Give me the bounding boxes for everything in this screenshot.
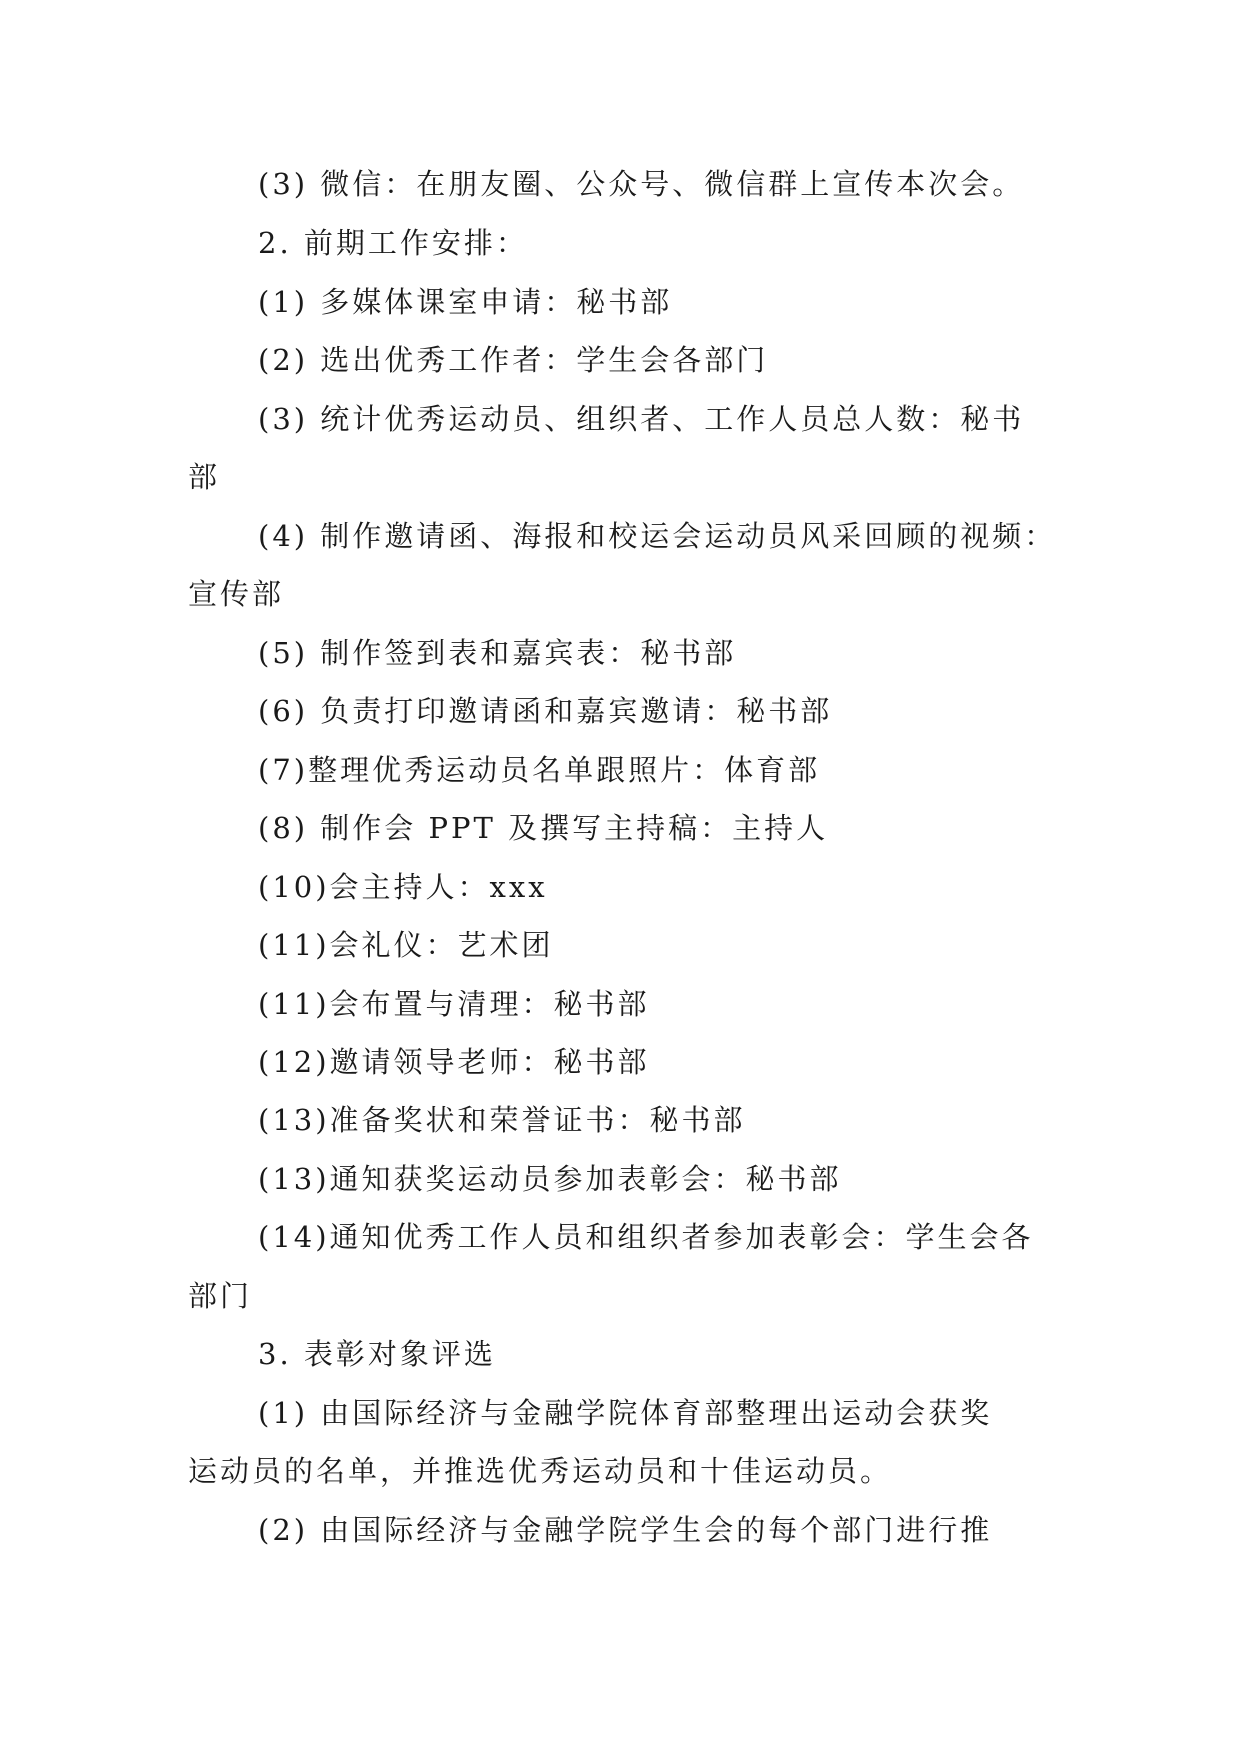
section-heading: 3. 表彰对象评选	[258, 1337, 496, 1371]
text-line: (5) 制作签到表和嘉宾表：秘书部	[258, 636, 737, 670]
text-line: (11)会布置与清理：秘书部	[258, 987, 650, 1021]
text-line: (14)通知优秀工作人员和组织者参加表彰会：学生会各	[258, 1220, 1034, 1254]
text-line: (3) 微信：在朋友圈、公众号、微信群上宣传本次会。	[258, 167, 1025, 201]
text-line: (10)会主持人：xxx	[258, 870, 548, 904]
text-line: (12)邀请领导老师：秘书部	[258, 1045, 650, 1079]
section-heading: 2. 前期工作安排：	[258, 226, 528, 260]
text-line: (1) 由国际经济与金融学院体育部整理出运动会获奖	[258, 1396, 993, 1430]
text-line: 宣传部	[188, 577, 285, 611]
text-line: 部	[188, 460, 221, 494]
text-line: (1) 多媒体课室申请：秘书部	[258, 285, 673, 319]
text-line: (13)准备奖状和荣誉证书：秘书部	[258, 1103, 746, 1137]
text-line: (11)会礼仪：艺术团	[258, 928, 554, 962]
text-line: 部门	[188, 1279, 253, 1313]
text-line: (6) 负责打印邀请函和嘉宾邀请：秘书部	[258, 694, 833, 728]
text-line: (2) 选出优秀工作者：学生会各部门	[258, 343, 769, 377]
text-line: (7)整理优秀运动员名单跟照片：体育部	[258, 753, 821, 787]
text-line: (8) 制作会 PPT 及撰写主持稿：主持人	[258, 811, 829, 845]
text-line: 运动员的名单，并推选优秀运动员和十佳运动员。	[188, 1454, 893, 1488]
text-line: (13)通知获奖运动员参加表彰会：秘书部	[258, 1162, 842, 1196]
text-line: (3) 统计优秀运动员、组织者、工作人员总人数：秘书	[258, 402, 1025, 436]
text-line: (2) 由国际经济与金融学院学生会的每个部门进行推	[258, 1513, 993, 1547]
text-line: (4) 制作邀请函、海报和校运会运动员风采回顾的视频：	[258, 519, 1057, 553]
